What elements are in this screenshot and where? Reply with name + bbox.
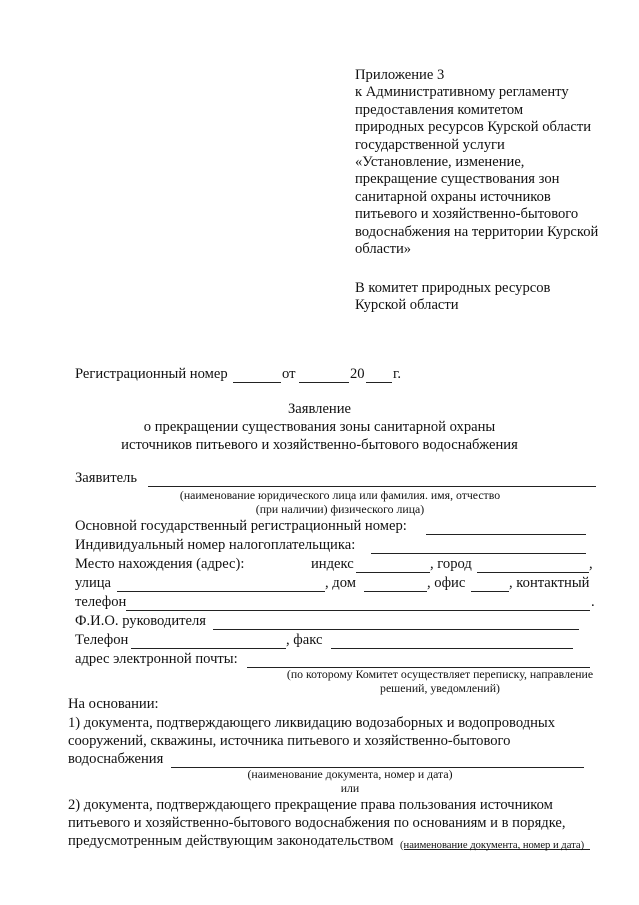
basis-item2-line2: питьевого и хозяйственно-бытового водоснабжения по основаниям и в порядке, (68, 815, 566, 831)
appendix-line: природных ресурсов Курской области (355, 119, 592, 136)
fax-label: , факс (286, 632, 323, 648)
registration-year-label: 20 (350, 366, 365, 382)
registration-label: Регистрационный номер (75, 366, 228, 382)
house-field[interactable] (364, 591, 427, 592)
contact-phone-label: , контактный (509, 575, 590, 591)
city-field[interactable] (477, 572, 589, 573)
basis-item1-line2: сооружений, скважины, источника питьевого и хозяйственно-бытового (68, 733, 511, 749)
appendix-line: водоснабжения на территории Курской (355, 223, 599, 240)
phone-field[interactable] (131, 648, 286, 649)
city-comma: , (589, 556, 593, 572)
appendix-line: санитарной охраны источников (355, 188, 551, 205)
ogrn-label: Основной государственный регистрационный номер: (75, 518, 407, 534)
inn-label: Индивидуальный номер налогоплательщика: (75, 537, 356, 553)
basis-item1-line1: 1) документа, подтверждающего ликвидацию водозаборных и водопроводных (68, 715, 556, 731)
registration-number-field[interactable] (233, 382, 281, 383)
addressee-line: Курской области (355, 297, 459, 314)
director-label: Ф.И.О. руководителя (75, 613, 207, 629)
registration-date-field[interactable] (299, 382, 349, 383)
street-label: улица (75, 575, 112, 591)
appendix-line: области» (355, 241, 412, 258)
basis-label: На основании: (68, 696, 159, 712)
basis-item2-line3: предусмотренным действующим законодательством (68, 833, 394, 849)
applicant-field[interactable] (148, 486, 596, 487)
director-field[interactable] (213, 629, 579, 630)
title-line-2: источников питьевого и хозяйственно-бытового водоснабжения (121, 437, 518, 453)
applicant-hint-1: (наименование юридического лица или фамилия. имя, отчество (179, 488, 501, 502)
office-field[interactable] (471, 591, 509, 592)
email-label: адрес электронной почты: (75, 651, 238, 667)
addressee-line: В комитет природных ресурсов (355, 280, 551, 296)
registration-year-suffix: г. (393, 366, 401, 382)
appendix-line: «Установление, изменение, (355, 154, 525, 171)
city-label: , город (430, 556, 472, 572)
title-heading: Заявление (287, 401, 352, 417)
basis-item2-line1: 2) документа, подтверждающего прекращение права пользования источником (68, 797, 553, 813)
appendix-line: питьевого и хозяйственно-бытового (355, 206, 579, 223)
registration-year-field[interactable] (366, 382, 392, 383)
basis-item1-line3: водоснабжения (68, 751, 164, 767)
appendix-header (355, 67, 598, 258)
email-hint-1: (по которому Комитет осуществляет переписку, направление (286, 667, 594, 681)
index-field[interactable] (356, 572, 430, 573)
basis-item1-hint: (наименование документа, номер и дата) (247, 767, 453, 781)
index-label: индекс (311, 556, 354, 572)
office-label: , офис (427, 575, 466, 591)
title-line-1: о прекращении существования зоны санитарной охраны (143, 419, 496, 435)
house-label: , дом (325, 575, 356, 591)
location-label: Место нахождения (адрес): (75, 556, 245, 572)
contact-phone-field[interactable] (126, 610, 590, 611)
appendix-line: прекращение существования зон (355, 171, 560, 188)
ogrn-field[interactable] (426, 534, 586, 535)
document-title (0, 400, 639, 454)
applicant-hint-2: (при наличии) физического лица) (255, 502, 425, 516)
appendix-line: государственной услуги (355, 136, 505, 153)
street-field[interactable] (117, 591, 325, 592)
addressee-block (355, 280, 550, 315)
email-hint-2: решений, уведомлений) (380, 681, 500, 695)
phone-label: Телефон (75, 632, 129, 648)
applicant-label: Заявитель (75, 470, 137, 486)
phone-period: . (591, 594, 595, 610)
fax-field[interactable] (331, 648, 573, 649)
basis-item2-hint: (наименование документа, номер и дата) (400, 840, 585, 851)
inn-field[interactable] (371, 553, 586, 554)
basis-or: или (340, 781, 360, 795)
appendix-line: к Административному регламенту (355, 84, 569, 101)
appendix-line: Приложение 3 (355, 67, 445, 83)
registration-from-label: от (282, 366, 296, 382)
appendix-line: предоставления комитетом (355, 101, 524, 118)
phone-cont-label: телефон (75, 594, 127, 610)
